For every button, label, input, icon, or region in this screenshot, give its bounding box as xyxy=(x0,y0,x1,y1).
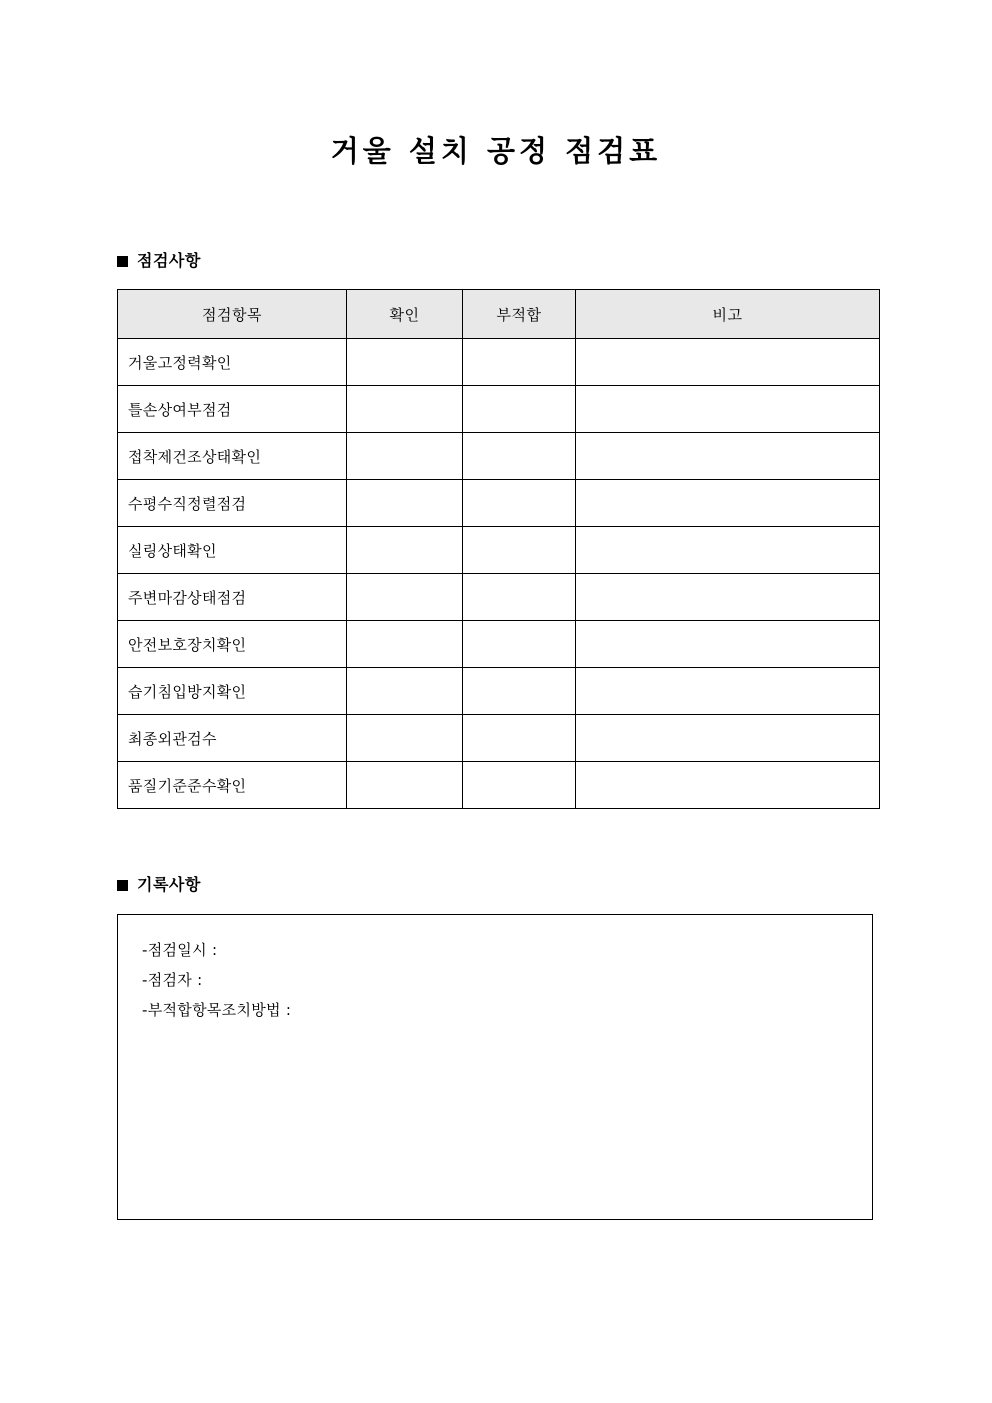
cell-defect[interactable] xyxy=(463,527,576,574)
record-line: -점검일시 : xyxy=(142,941,218,959)
cell-note[interactable] xyxy=(576,386,880,433)
cell-check[interactable] xyxy=(347,339,463,386)
cell-check[interactable] xyxy=(347,668,463,715)
cell-check[interactable] xyxy=(347,621,463,668)
inspection-table xyxy=(117,289,880,809)
cell-item: 거울고정력확인 xyxy=(118,339,347,386)
cell-defect[interactable] xyxy=(463,668,576,715)
cell-check[interactable] xyxy=(347,386,463,433)
inspection-table-head xyxy=(118,290,880,339)
cell-defect[interactable] xyxy=(463,339,576,386)
cell-check[interactable] xyxy=(347,527,463,574)
section-heading-inspection-label: 점검사항 xyxy=(137,251,201,270)
cell-item: 틀손상여부점검 xyxy=(118,386,347,433)
cell-item: 최종외관검수 xyxy=(118,715,347,762)
record-box[interactable] xyxy=(117,914,873,1220)
cell-note[interactable] xyxy=(576,480,880,527)
table-row xyxy=(118,574,880,621)
cell-note[interactable] xyxy=(576,621,880,668)
table-row xyxy=(118,339,880,386)
cell-note[interactable] xyxy=(576,339,880,386)
table-row xyxy=(118,621,880,668)
column-header-defect: 부적합 xyxy=(463,290,576,339)
cell-check[interactable] xyxy=(347,715,463,762)
cell-defect[interactable] xyxy=(463,574,576,621)
column-header-note: 비고 xyxy=(576,290,880,339)
square-bullet-icon xyxy=(117,256,128,267)
cell-note[interactable] xyxy=(576,574,880,621)
cell-defect[interactable] xyxy=(463,386,576,433)
section-heading-inspection xyxy=(117,250,201,272)
table-row xyxy=(118,386,880,433)
cell-item: 수평수직정렬점검 xyxy=(118,480,347,527)
cell-defect[interactable] xyxy=(463,433,576,480)
square-bullet-icon xyxy=(117,880,128,891)
cell-defect[interactable] xyxy=(463,621,576,668)
cell-check[interactable] xyxy=(347,433,463,480)
section-heading-record xyxy=(117,874,201,896)
cell-defect[interactable] xyxy=(463,715,576,762)
cell-item: 주변마감상태점검 xyxy=(118,574,347,621)
table-row xyxy=(118,668,880,715)
cell-note[interactable] xyxy=(576,715,880,762)
table-row xyxy=(118,527,880,574)
cell-item: 품질기준준수확인 xyxy=(118,762,347,809)
table-row xyxy=(118,715,880,762)
column-header-item: 점검항목 xyxy=(118,290,347,339)
cell-defect[interactable] xyxy=(463,762,576,809)
record-line: -부적합항목조치방법 : xyxy=(142,1001,292,1019)
cell-check[interactable] xyxy=(347,480,463,527)
cell-note[interactable] xyxy=(576,668,880,715)
cell-note[interactable] xyxy=(576,762,880,809)
cell-note[interactable] xyxy=(576,433,880,480)
table-row xyxy=(118,433,880,480)
cell-item: 습기침입방지확인 xyxy=(118,668,347,715)
cell-item: 안전보호장치확인 xyxy=(118,621,347,668)
cell-check[interactable] xyxy=(347,762,463,809)
record-line: -점검자 : xyxy=(142,971,203,989)
column-header-check: 확인 xyxy=(347,290,463,339)
cell-item: 실링상태확인 xyxy=(118,527,347,574)
table-header-row xyxy=(118,290,880,339)
inspection-table-body xyxy=(118,339,880,809)
page-title: 거울 설치 공정 점검표 xyxy=(330,134,662,168)
cell-note[interactable] xyxy=(576,527,880,574)
cell-defect[interactable] xyxy=(463,480,576,527)
cell-item: 접착제건조상태확인 xyxy=(118,433,347,480)
cell-check[interactable] xyxy=(347,574,463,621)
section-heading-record-label: 기록사항 xyxy=(137,875,201,894)
table-row xyxy=(118,762,880,809)
table-row xyxy=(118,480,880,527)
